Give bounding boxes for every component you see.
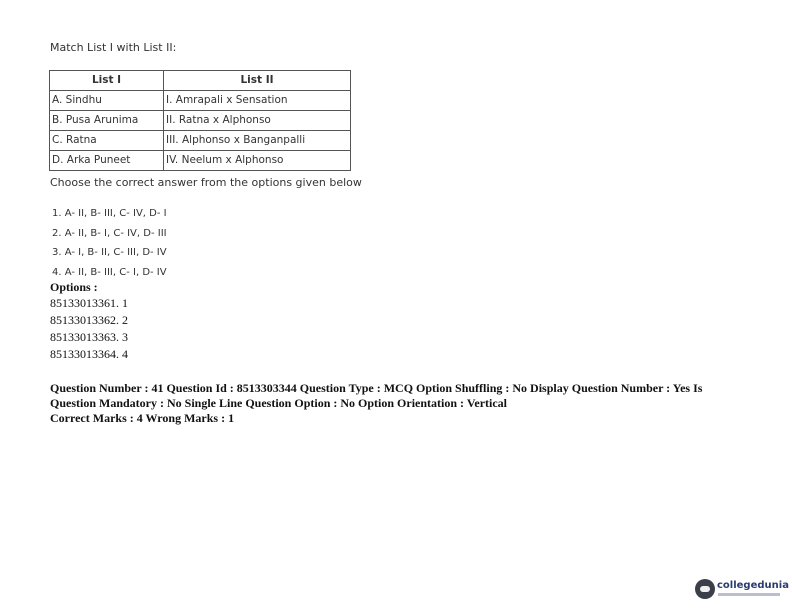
metadata-line: Correct Marks : 4 Wrong Marks : 1 xyxy=(50,411,235,425)
list-2-cell: IV. Neelum x Alphonso xyxy=(164,151,351,171)
table-row xyxy=(50,151,351,171)
logo-name: collegedunia xyxy=(717,580,789,591)
question-prompt: Match List I with List II: xyxy=(50,41,177,54)
list-1-cell: D. Arka Puneet xyxy=(50,151,164,171)
collegedunia-logo xyxy=(695,577,789,605)
choice-item: 3. A- I, B- II, C- III, D- IV xyxy=(52,247,167,258)
table-row xyxy=(50,131,351,151)
choice-item: 4. A- II, B- III, C- I, D- IV xyxy=(52,266,167,278)
option-item: 85133013361. 1 xyxy=(50,296,128,310)
options-heading: Options : xyxy=(50,280,98,294)
match-table xyxy=(49,70,351,171)
option-item: 85133013362. 2 xyxy=(50,313,128,327)
list-2-cell: III. Alphonso x Banganpalli xyxy=(164,131,351,151)
list-1-cell: B. Pusa Arunima xyxy=(50,111,164,131)
option-item: 85133013364. 4 xyxy=(50,347,128,361)
header-list-2: List II xyxy=(164,71,351,91)
options-list xyxy=(50,295,128,363)
header-list-1: List I xyxy=(50,71,164,91)
metadata-line: Question Number : 41 Question Id : 8513303344 Question Type : MCQ Option Shuffling : No Display Question Number : Yes Is xyxy=(50,381,703,395)
list-2-cell: II. Ratna x Alphonso xyxy=(164,111,351,131)
graduate-cap-logo-icon xyxy=(695,579,715,599)
logo-tagline-bar xyxy=(718,593,780,596)
question-metadata xyxy=(50,381,750,426)
table-header-row xyxy=(50,71,351,91)
choice-item: 2. A- II, B- I, C- IV, D- III xyxy=(52,227,167,239)
list-1-cell: A. Sindhu xyxy=(50,91,164,111)
choice-item: 1. A- II, B- III, C- IV, D- I xyxy=(52,208,167,219)
table-row xyxy=(50,111,351,131)
metadata-line: Question Mandatory : No Single Line Question Option : No Option Orientation : Vertical xyxy=(50,396,508,410)
list-1-cell: C. Ratna xyxy=(50,131,164,151)
list-2-cell: I. Amrapali x Sensation xyxy=(164,91,351,111)
option-item: 85133013363. 3 xyxy=(50,330,128,344)
answer-choices xyxy=(52,204,167,282)
table-row xyxy=(50,91,351,111)
instruction-text: Choose the correct answer from the options given below xyxy=(50,176,362,189)
